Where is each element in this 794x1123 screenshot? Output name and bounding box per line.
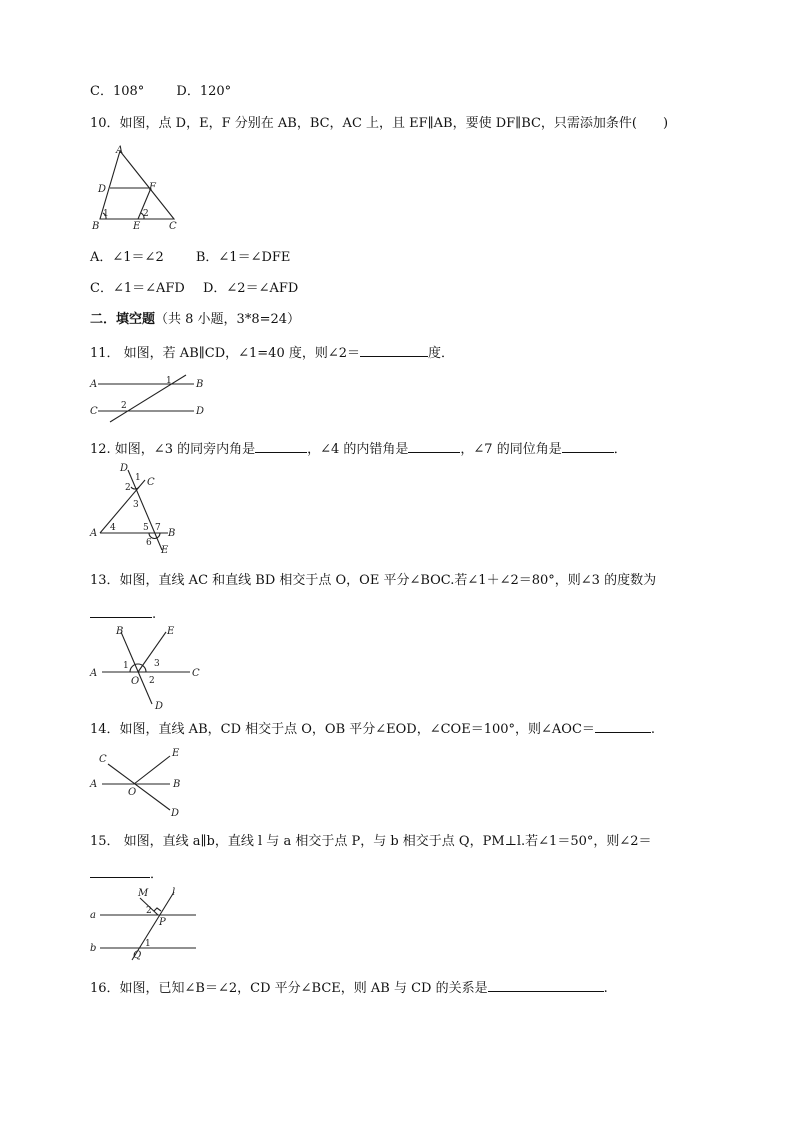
q15-label-1: 1 bbox=[145, 939, 151, 949]
q11-label-a: A bbox=[90, 379, 98, 390]
q11-stem bbox=[90, 342, 454, 363]
q14-label-o: O bbox=[128, 787, 137, 798]
q12-label-2: 2 bbox=[125, 483, 131, 493]
q13-label-2: 2 bbox=[149, 676, 155, 686]
q15-label-l: l bbox=[172, 887, 176, 898]
q11-label-b: B bbox=[196, 379, 204, 390]
q14-line-cd bbox=[108, 764, 170, 810]
q15-end: ． bbox=[150, 867, 164, 882]
q15-label-b: b bbox=[90, 943, 97, 954]
q12-part-1: 12. 如图，∠3 的同旁内角是 bbox=[90, 442, 256, 457]
q11-label-c: C bbox=[90, 406, 98, 417]
q15-label-m: M bbox=[138, 888, 149, 899]
q10-label-f: F bbox=[149, 182, 156, 193]
q10-triangle bbox=[100, 151, 174, 219]
q10-option-b: B．∠1＝∠DFE bbox=[195, 250, 291, 265]
q12-figure bbox=[88, 460, 188, 560]
q10-label-c: C bbox=[169, 221, 177, 232]
section-2-heading bbox=[90, 311, 300, 329]
q12-label-1: 1 bbox=[135, 473, 141, 483]
q12-answer-blank-3[interactable] bbox=[562, 438, 614, 453]
q13-label-a: A bbox=[90, 668, 98, 679]
q12-end: ． bbox=[613, 442, 627, 457]
q13-label-3: 3 bbox=[154, 659, 160, 669]
q13-label-c: C bbox=[192, 668, 200, 679]
q12-label-c: C bbox=[147, 477, 155, 488]
q15-figure bbox=[88, 884, 208, 962]
q10-label-2: 2 bbox=[143, 209, 149, 219]
q15-right-angle-mark bbox=[154, 908, 161, 911]
q12-label-7: 7 bbox=[155, 523, 161, 533]
q15-stem-continued bbox=[90, 863, 163, 884]
q13-label-d: D bbox=[155, 701, 164, 712]
q14-label-d: D bbox=[171, 808, 180, 819]
q11-text: 11． 如图，若 AB∥CD，∠1=40 度，则∠2＝ bbox=[90, 346, 361, 361]
q10-figure bbox=[90, 145, 190, 235]
q11-label-1: 1 bbox=[166, 376, 172, 386]
q15-label-q: Q bbox=[133, 950, 142, 961]
q15-label-p: P bbox=[159, 917, 166, 928]
q12-label-b: B bbox=[168, 528, 176, 539]
q13-figure bbox=[88, 622, 213, 717]
q12-label-4: 4 bbox=[110, 523, 116, 533]
q11-figure bbox=[90, 370, 210, 430]
q12-label-3: 3 bbox=[133, 500, 139, 510]
q14-label-a: A bbox=[90, 779, 98, 790]
q10-options-ab bbox=[90, 249, 290, 267]
q12-label-e: E bbox=[161, 545, 169, 556]
q12-label-5: 5 bbox=[143, 523, 149, 533]
q16-stem bbox=[90, 977, 608, 998]
q14-answer-blank[interactable] bbox=[595, 718, 651, 733]
q10-label-1: 1 bbox=[103, 209, 109, 219]
q10-option-d: D．∠2＝∠AFD bbox=[202, 281, 299, 296]
q12-label-d: D bbox=[120, 463, 129, 474]
q15-answer-blank[interactable] bbox=[90, 863, 150, 878]
q14-figure bbox=[88, 744, 198, 820]
q15-label-a: a bbox=[90, 910, 96, 921]
q9-option-d: D．120° bbox=[176, 84, 232, 99]
q13-stem: 13．如图，直线 AC 和直线 BD 相交于点 O，OE 平分∠BOC.若∠1＋∠2＝80°，则∠3 的度数为 bbox=[90, 573, 657, 588]
q14-ray-oe bbox=[134, 756, 170, 784]
q10-label-e: E bbox=[133, 221, 141, 232]
q12-answer-blank-1[interactable] bbox=[255, 438, 307, 453]
section-2-note: （共 8 小题，3*8=24） bbox=[155, 312, 301, 327]
q14-label-e: E bbox=[172, 748, 180, 759]
q13-ray-oe bbox=[138, 632, 166, 672]
q11-label-d: D bbox=[196, 406, 205, 417]
q16-answer-blank[interactable] bbox=[488, 977, 604, 992]
q14-stem bbox=[90, 718, 655, 739]
q14-end: . bbox=[650, 722, 656, 737]
q13-label-e: E bbox=[167, 626, 175, 637]
q13-answer-blank[interactable] bbox=[90, 603, 152, 618]
q12-answer-blank-2[interactable] bbox=[408, 438, 460, 453]
q10-label-a: A bbox=[116, 145, 124, 156]
q13-stem-continued bbox=[90, 603, 156, 624]
q10-option-c: C．∠1＝∠AFD bbox=[90, 281, 185, 296]
q10-stem: 10．如图，点 D，E，F 分别在 AB，BC，AC 上，且 EF∥AB，要使 DF∥BC，只需添加条件( ) bbox=[90, 116, 669, 131]
q14-label-c: C bbox=[99, 754, 107, 765]
q11-answer-blank[interactable] bbox=[360, 342, 428, 357]
q12-part-2: ，∠4 的内错角是 bbox=[307, 442, 409, 457]
q10-label-d: D bbox=[98, 184, 107, 195]
q13-label-1: 1 bbox=[123, 661, 129, 671]
q11-transversal bbox=[110, 375, 186, 422]
q10-label-b: B bbox=[92, 221, 100, 232]
q9-options bbox=[90, 83, 231, 101]
q10-option-a: A．∠1＝∠2 bbox=[90, 250, 164, 265]
q11-label-2: 2 bbox=[121, 401, 127, 411]
q12-stem bbox=[90, 438, 627, 459]
q13-label-b: B bbox=[116, 626, 124, 637]
q15-label-2: 2 bbox=[146, 906, 152, 916]
q9-option-c: C．108° bbox=[90, 84, 145, 99]
q16-end: . bbox=[603, 981, 608, 996]
q12-label-6: 6 bbox=[146, 538, 152, 548]
q16-text: 16．如图，已知∠B＝∠2，CD 平分∠BCE，则 AB 与 CD 的关系是 bbox=[90, 981, 488, 996]
q13-end: . bbox=[152, 607, 157, 622]
q10-options-cd bbox=[90, 280, 298, 298]
q12-part-3: ，∠7 的同位角是 bbox=[460, 442, 562, 457]
q12-label-a: A bbox=[90, 528, 98, 539]
q11-end: 度． bbox=[428, 346, 455, 361]
q13-label-o: O bbox=[131, 676, 140, 687]
section-2-title: 二．填空题 bbox=[90, 312, 156, 327]
q14-text: 14．如图，直线 AB，CD 相交于点 O，OB 平分∠EOD，∠COE＝100°，则∠AOC＝ bbox=[90, 722, 595, 737]
q14-label-b: B bbox=[173, 779, 181, 790]
q15-stem: 15． 如图，直线 a∥b，直线 l 与 a 相交于点 P，与 b 相交于点 Q，PM⊥l.若∠1＝50°，则∠2＝ bbox=[90, 834, 652, 849]
